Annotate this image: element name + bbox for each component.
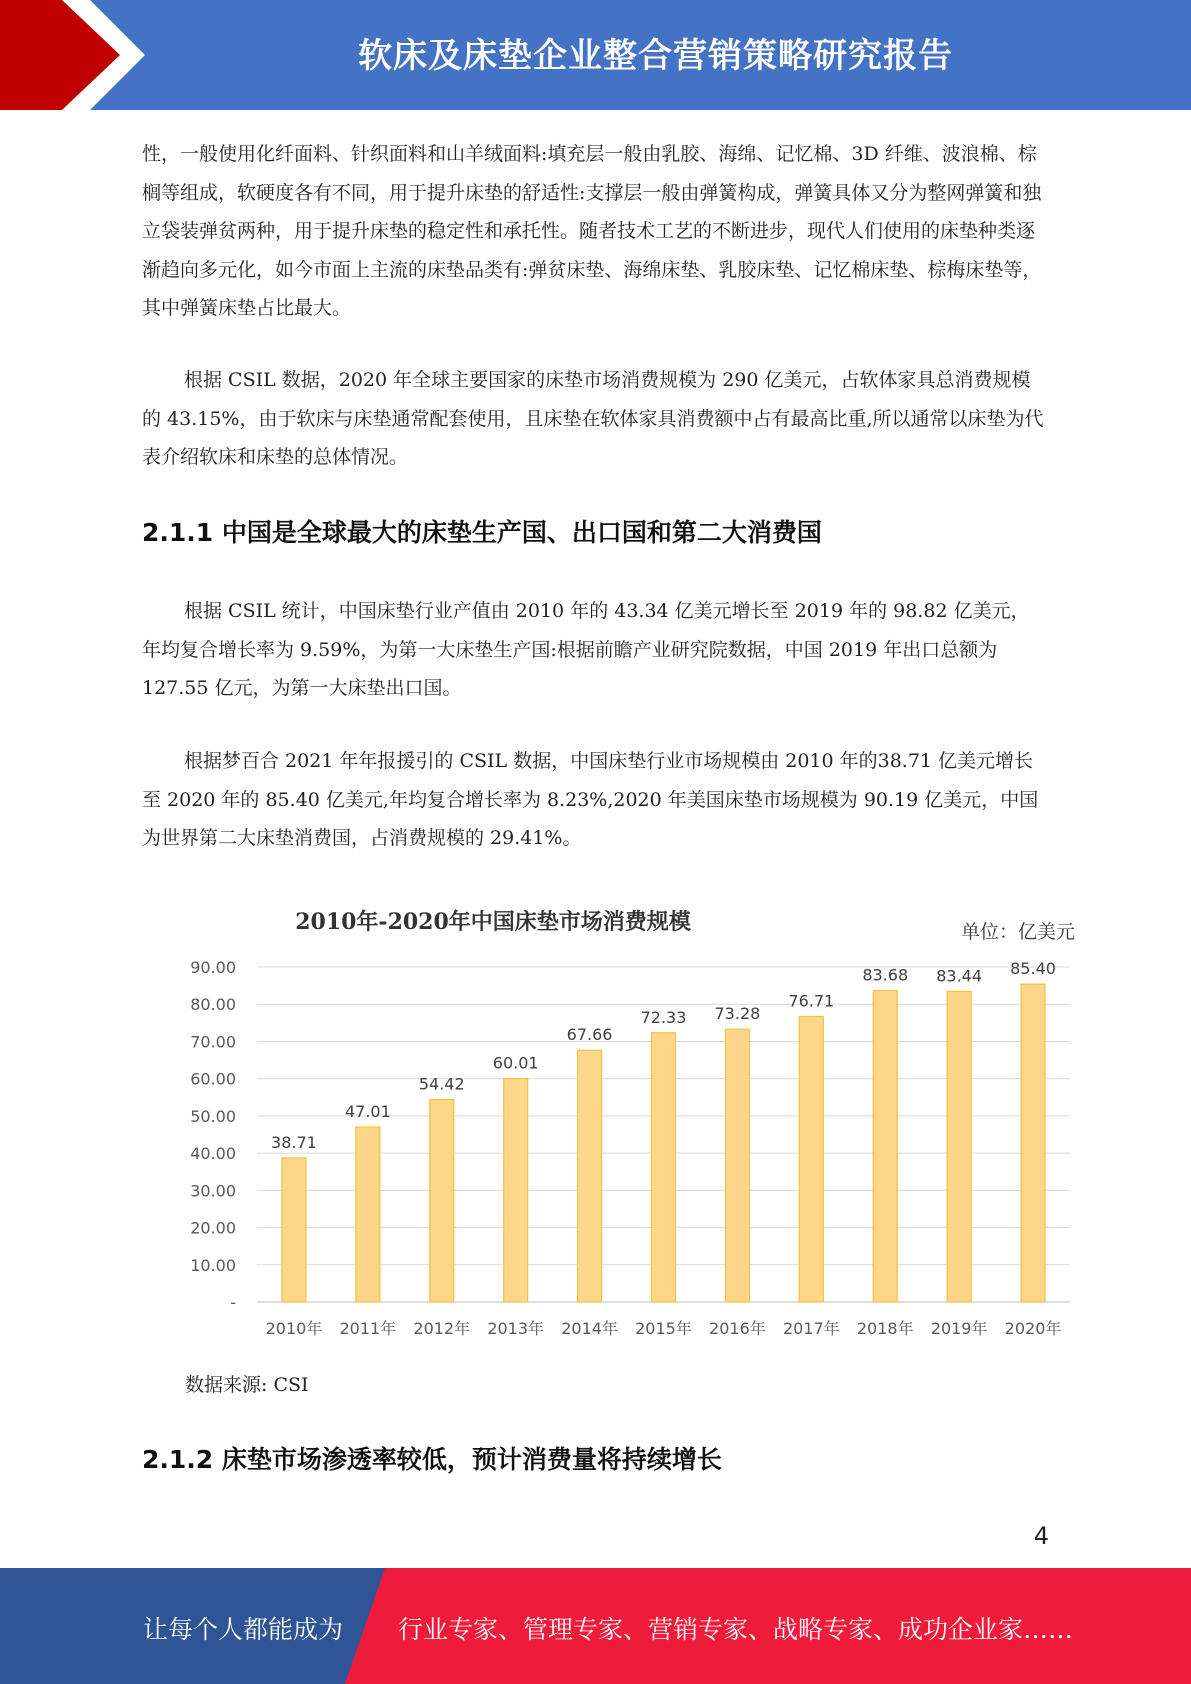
bar-2014年 [578,1050,602,1302]
y-tick-label: 90.00 [190,958,236,977]
y-tick-label: - [230,1293,236,1312]
x-tick-label: 2010年 [265,1319,323,1338]
bar-2015年 [652,1033,676,1302]
page-header [0,0,1191,110]
footer-slogan-right: 行业专家、管理专家、营销专家、战略专家、成功企业家…… [398,1615,1074,1644]
page-footer [0,1568,1191,1684]
y-tick-label: 20.00 [190,1218,236,1238]
data-label: 83.44 [936,966,983,986]
y-tick-label: 30.00 [190,1181,236,1201]
y-tick-label: 10.00 [190,1255,236,1275]
x-tick-label: 2018年 [856,1319,914,1338]
report-title: 软床及床垫企业整合营销策略研究报告 [358,36,953,76]
data-label: 83.68 [862,965,909,985]
x-tick-label: 2012年 [413,1319,471,1338]
paragraph-materials: 性，一般使用化纤面料、针织面料和山羊绒面料:填充层一般由乳胶、海绵、记忆棉、3D 纤维、波浪棉、棕榈等组成，软硬度各有不同，用于提升床垫的舒适性:支撑层一般由弹簧构成，弹簧具体又分为整网弹簧和独立袋装弹贫两种，用于提升床垫的稳定性和承托性。随者技术工艺的不断进步，现代人们使用的床垫种类逐渐趋向多元化，如今市面上主流的床垫品类有:弹贫床垫、海绵床垫、乳胶床垫、记忆棉床垫、棕梅床垫等，其中弹簧床垫占比最大。 [142,143,1042,319]
bar-2010年 [282,1158,306,1302]
y-tick-label: 40.00 [190,1144,236,1164]
x-tick-label: 2016年 [709,1319,766,1338]
y-tick-label: 70.00 [190,1032,236,1052]
x-tick-label: 2020年 [1004,1319,1062,1338]
paragraph-global-market: 根据 CSIL 数据，2020 年全球主要国家的床垫市场消费规模为 290 亿美元，占软体家具总消费规模的 43.15%，由于软床与床垫通常配套使用，且床垫在软体家具消费额中占有最高比重,所以通常以床垫为代表介绍软床和床垫的总体情况。 [142,369,1044,468]
y-tick-label: 80.00 [190,995,236,1015]
bar-2019年 [947,991,971,1302]
x-tick-label: 2015年 [635,1319,692,1338]
x-tick-label: 2014年 [561,1319,618,1338]
data-label: 54.42 [418,1074,465,1094]
y-tick-label: 50.00 [190,1106,236,1126]
section-heading-2-1-1: 2.1.1 中国是全球最大的床垫生产国、出口国和第二大消费国 [142,518,822,547]
chart-source: 数据来源: CSI [185,1374,309,1396]
data-label: 72.33 [640,1007,687,1027]
bar-2012年 [430,1099,454,1302]
section-heading-2-1-2: 2.1.2 床垫市场渗透率较低，预计消费量将持续增长 [142,1445,722,1474]
x-tick-label: 2013年 [487,1319,545,1338]
bar-2016年 [725,1029,749,1302]
bar-chart [170,895,1080,1355]
footer-slogan-left: 让每个人都能成为 [143,1615,344,1644]
bar-2011年 [356,1127,380,1302]
page-number: 4 [1033,1522,1049,1550]
y-tick-label: 60.00 [190,1069,236,1089]
data-label: 47.01 [344,1102,391,1122]
data-label: 60.01 [492,1053,539,1073]
bar-2013年 [504,1079,528,1302]
x-tick-label: 2017年 [782,1319,840,1338]
data-label: 73.28 [714,1004,761,1024]
chart-title: 2010年-2020年中国床垫市场消费规模 [295,909,691,935]
bar-chart-svg [170,895,1080,1355]
bar-2017年 [799,1016,823,1302]
data-label: 85.40 [1010,959,1056,979]
chart-unit-label: 单位：亿美元 [960,921,1075,943]
data-label: 38.71 [271,1132,317,1152]
paragraph-production: 根据 CSIL 统计，中国床垫行业产值由 2010 年的 43.34 亿美元增长至 2019 年的 98.82 亿美元，年均复合增长率为 9.59%，为第一大床垫生产国:根据前瞻产业研究院数据，中国 2019 年出口总额为 127.55 亿元，为第一大床垫出口国。 [142,600,1030,699]
x-tick-label: 2011年 [339,1319,397,1338]
bar-2018年 [873,991,897,1302]
bar-2020年 [1021,984,1045,1302]
paragraph-consumption: 根据梦百合 2021 年年报援引的 CSIL 数据，中国床垫行业市场规模由 2010 年的38.71 亿美元增长至 2020 年的 85.40 亿美元,年均复合增长率为 8.23%,2020 年美国床垫市场规模为 90.19 亿美元，中国为世界第二大床垫消费国，占消费规模的 29.41%。 [142,750,1039,849]
data-label: 67.66 [566,1025,613,1045]
data-label: 76.71 [788,991,835,1011]
x-tick-label: 2019年 [930,1319,988,1338]
